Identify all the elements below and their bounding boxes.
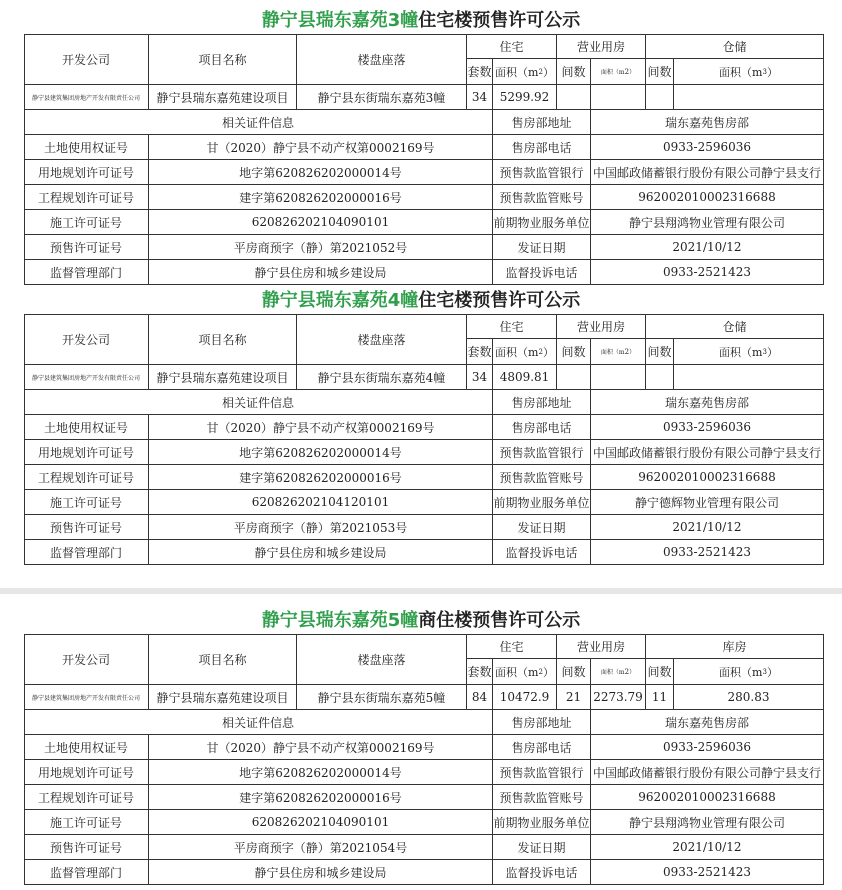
header-commercial: 营业用房 (557, 34, 646, 59)
info-value-right: 0933-2521423 (591, 540, 824, 565)
header-count: 套数 (467, 339, 493, 365)
cell-res-count: 34 (467, 365, 493, 390)
cell-sto-units (646, 85, 674, 110)
header-units-storage: 间数 (646, 659, 674, 685)
info-value: 甘（2020）静宁县不动产权第0002169号 (149, 135, 493, 160)
cell-location: 静宁县东街瑞东嘉苑3幢 (297, 85, 467, 110)
info-label-right: 发证日期 (493, 835, 591, 860)
info-label: 用地规划许可证号 (24, 160, 149, 185)
info-value: 平房商预字（静）第2021054号 (149, 835, 493, 860)
cell-sto-area (674, 85, 824, 110)
info-label-right: 监督投诉电话 (493, 860, 591, 885)
info-label-right: 监督投诉电话 (493, 540, 591, 565)
cell-developer: 静宁县建筑集团房地产开发有限责任公司 (24, 685, 149, 710)
info-label: 土地使用权证号 (24, 415, 149, 440)
info-label: 工程规划许可证号 (24, 185, 149, 210)
cell-res-area: 10472.9 (493, 685, 557, 710)
info-label-right: 前期物业服务单位 (493, 490, 591, 515)
info-value-right: 2021/10/12 (591, 515, 824, 540)
cell-res-area: 5299.92 (493, 85, 557, 110)
header-storage: 库房 (646, 634, 824, 659)
title-kind: 住宅楼预售许可公示 (418, 10, 581, 31)
header-units-storage: 间数 (646, 339, 674, 365)
header-sto-area: 面积（m 3 ） (674, 339, 824, 365)
info-label: 监督管理部门 (24, 860, 149, 885)
header-location: 楼盘座落 (297, 314, 467, 365)
info-value: 620826202104090101 (149, 210, 493, 235)
info-label-right: 预售款监管银行 (493, 760, 591, 785)
header-units: 间数 (557, 339, 591, 365)
info-value: 建字第620826202000016号 (149, 785, 493, 810)
title-kind: 商住楼预售许可公示 (418, 610, 581, 631)
info-value: 620826202104120101 (149, 490, 493, 515)
notice-title (0, 8, 842, 34)
header-project: 项目名称 (149, 314, 297, 365)
info-value-right: 2021/10/12 (591, 835, 824, 860)
info-label-right: 售房部电话 (493, 415, 591, 440)
header-units-storage: 间数 (646, 59, 674, 85)
info-value-right: 中国邮政储蓄银行股份有限公司静宁县支行 (591, 440, 824, 465)
cell-com-units (557, 365, 591, 390)
title-building: 静宁县瑞东嘉苑3幢 (261, 10, 419, 31)
cell-sto-area: 280.83 (674, 685, 824, 710)
header-project: 项目名称 (149, 634, 297, 685)
header-units: 间数 (557, 659, 591, 685)
info-label-right: 预售款监管银行 (493, 440, 591, 465)
info-label-right: 售房部电话 (493, 135, 591, 160)
info-label: 施工许可证号 (24, 810, 149, 835)
info-label-right: 售房部地址 (493, 710, 591, 735)
title-kind: 住宅楼预售许可公示 (418, 290, 581, 311)
info-section-label: 相关证件信息 (24, 110, 493, 135)
info-label: 预售许可证号 (24, 515, 149, 540)
cell-com-units (557, 85, 591, 110)
header-res-area: 面积（m 2 ） (493, 339, 557, 365)
info-value-right: 静宁德辉物业管理有限公司 (591, 490, 824, 515)
info-value-right: 瑞东嘉苑售房部 (591, 110, 824, 135)
cell-project: 静宁县瑞东嘉苑建设项目 (149, 85, 297, 110)
info-value: 建字第620826202000016号 (149, 465, 493, 490)
info-label-right: 前期物业服务单位 (493, 210, 591, 235)
cell-project: 静宁县瑞东嘉苑建设项目 (149, 365, 297, 390)
separator-bar (0, 588, 842, 594)
header-count: 套数 (467, 659, 493, 685)
info-value-right: 962002010002316688 (591, 185, 824, 210)
header-commercial: 营业用房 (557, 314, 646, 339)
cell-sto-area (674, 365, 824, 390)
notice-title (0, 288, 842, 314)
info-section-label: 相关证件信息 (24, 710, 493, 735)
info-value-right: 2021/10/12 (591, 235, 824, 260)
header-storage: 仓储 (646, 34, 824, 59)
info-label: 工程规划许可证号 (24, 785, 149, 810)
header-res-area: 面积（m 2 ） (493, 59, 557, 85)
cell-res-count: 84 (467, 685, 493, 710)
header-sto-area: 面积（m 3 ） (674, 59, 824, 85)
header-storage: 仓储 (646, 314, 824, 339)
info-label-right: 预售款监管账号 (493, 185, 591, 210)
info-value-right: 中国邮政储蓄银行股份有限公司静宁县支行 (591, 760, 824, 785)
header-location: 楼盘座落 (297, 34, 467, 85)
cell-res-count: 34 (467, 85, 493, 110)
info-label: 土地使用权证号 (24, 135, 149, 160)
info-label: 监督管理部门 (24, 260, 149, 285)
info-label-right: 监督投诉电话 (493, 260, 591, 285)
header-residential: 住宅 (467, 34, 557, 59)
cell-com-area (591, 85, 646, 110)
info-value: 静宁县住房和城乡建设局 (149, 540, 493, 565)
info-value: 地字第620826202000014号 (149, 160, 493, 185)
info-label-right: 发证日期 (493, 515, 591, 540)
info-value-right: 静宁县翔鸿物业管理有限公司 (591, 210, 824, 235)
cell-location: 静宁县东街瑞东嘉苑4幢 (297, 365, 467, 390)
info-value-right: 962002010002316688 (591, 465, 824, 490)
header-developer: 开发公司 (24, 634, 149, 685)
header-com-area: 面积（m 2 ） (591, 659, 646, 685)
header-residential: 住宅 (467, 634, 557, 659)
header-developer: 开发公司 (24, 34, 149, 85)
info-label-right: 前期物业服务单位 (493, 810, 591, 835)
info-value-right: 0933-2521423 (591, 260, 824, 285)
header-units: 间数 (557, 59, 591, 85)
header-project: 项目名称 (149, 34, 297, 85)
cell-project: 静宁县瑞东嘉苑建设项目 (149, 685, 297, 710)
info-value-right: 0933-2596036 (591, 735, 824, 760)
cell-com-units: 21 (557, 685, 591, 710)
info-label-right: 售房部地址 (493, 110, 591, 135)
info-label: 施工许可证号 (24, 490, 149, 515)
info-value-right: 瑞东嘉苑售房部 (591, 710, 824, 735)
info-label-right: 预售款监管账号 (493, 465, 591, 490)
cell-developer: 静宁县建筑集团房地产开发有限责任公司 (24, 85, 149, 110)
info-value: 平房商预字（静）第2021052号 (149, 235, 493, 260)
cell-location: 静宁县东街瑞东嘉苑5幢 (297, 685, 467, 710)
info-value: 静宁县住房和城乡建设局 (149, 260, 493, 285)
cell-com-area: 2273.79 (591, 685, 646, 710)
header-residential: 住宅 (467, 314, 557, 339)
info-value: 建字第620826202000016号 (149, 185, 493, 210)
header-developer: 开发公司 (24, 314, 149, 365)
info-value: 地字第620826202000014号 (149, 760, 493, 785)
header-location: 楼盘座落 (297, 634, 467, 685)
info-label-right: 售房部地址 (493, 390, 591, 415)
info-label: 监督管理部门 (24, 540, 149, 565)
title-building: 静宁县瑞东嘉苑5幢 (261, 610, 419, 631)
info-label-right: 发证日期 (493, 235, 591, 260)
info-value-right: 0933-2521423 (591, 860, 824, 885)
info-value: 平房商预字（静）第2021053号 (149, 515, 493, 540)
info-label: 用地规划许可证号 (24, 440, 149, 465)
info-value: 静宁县住房和城乡建设局 (149, 860, 493, 885)
info-label: 工程规划许可证号 (24, 465, 149, 490)
info-value-right: 962002010002316688 (591, 785, 824, 810)
header-com-area: 面积（m 2 ） (591, 339, 646, 365)
header-count: 套数 (467, 59, 493, 85)
header-commercial: 营业用房 (557, 634, 646, 659)
info-label: 土地使用权证号 (24, 735, 149, 760)
info-label-right: 售房部电话 (493, 735, 591, 760)
info-value: 620826202104090101 (149, 810, 493, 835)
header-res-area: 面积（m 2 ） (493, 659, 557, 685)
info-value: 甘（2020）静宁县不动产权第0002169号 (149, 735, 493, 760)
info-label: 预售许可证号 (24, 835, 149, 860)
info-label: 预售许可证号 (24, 235, 149, 260)
title-building: 静宁县瑞东嘉苑4幢 (261, 290, 419, 311)
info-value-right: 0933-2596036 (591, 135, 824, 160)
info-label: 用地规划许可证号 (24, 760, 149, 785)
info-value: 地字第620826202000014号 (149, 440, 493, 465)
header-sto-area: 面积（m 3 ） (674, 659, 824, 685)
cell-sto-units: 11 (646, 685, 674, 710)
info-section-label: 相关证件信息 (24, 390, 493, 415)
info-value-right: 静宁县翔鸿物业管理有限公司 (591, 810, 824, 835)
cell-sto-units (646, 365, 674, 390)
cell-developer: 静宁县建筑集团房地产开发有限责任公司 (24, 365, 149, 390)
cell-res-area: 4809.81 (493, 365, 557, 390)
info-value-right: 0933-2596036 (591, 415, 824, 440)
info-value-right: 中国邮政储蓄银行股份有限公司静宁县支行 (591, 160, 824, 185)
info-label-right: 预售款监管账号 (493, 785, 591, 810)
info-label-right: 预售款监管银行 (493, 160, 591, 185)
info-label: 施工许可证号 (24, 210, 149, 235)
header-com-area: 面积（m 2 ） (591, 59, 646, 85)
info-value: 甘（2020）静宁县不动产权第0002169号 (149, 415, 493, 440)
cell-com-area (591, 365, 646, 390)
notice-title (0, 608, 842, 634)
info-value-right: 瑞东嘉苑售房部 (591, 390, 824, 415)
